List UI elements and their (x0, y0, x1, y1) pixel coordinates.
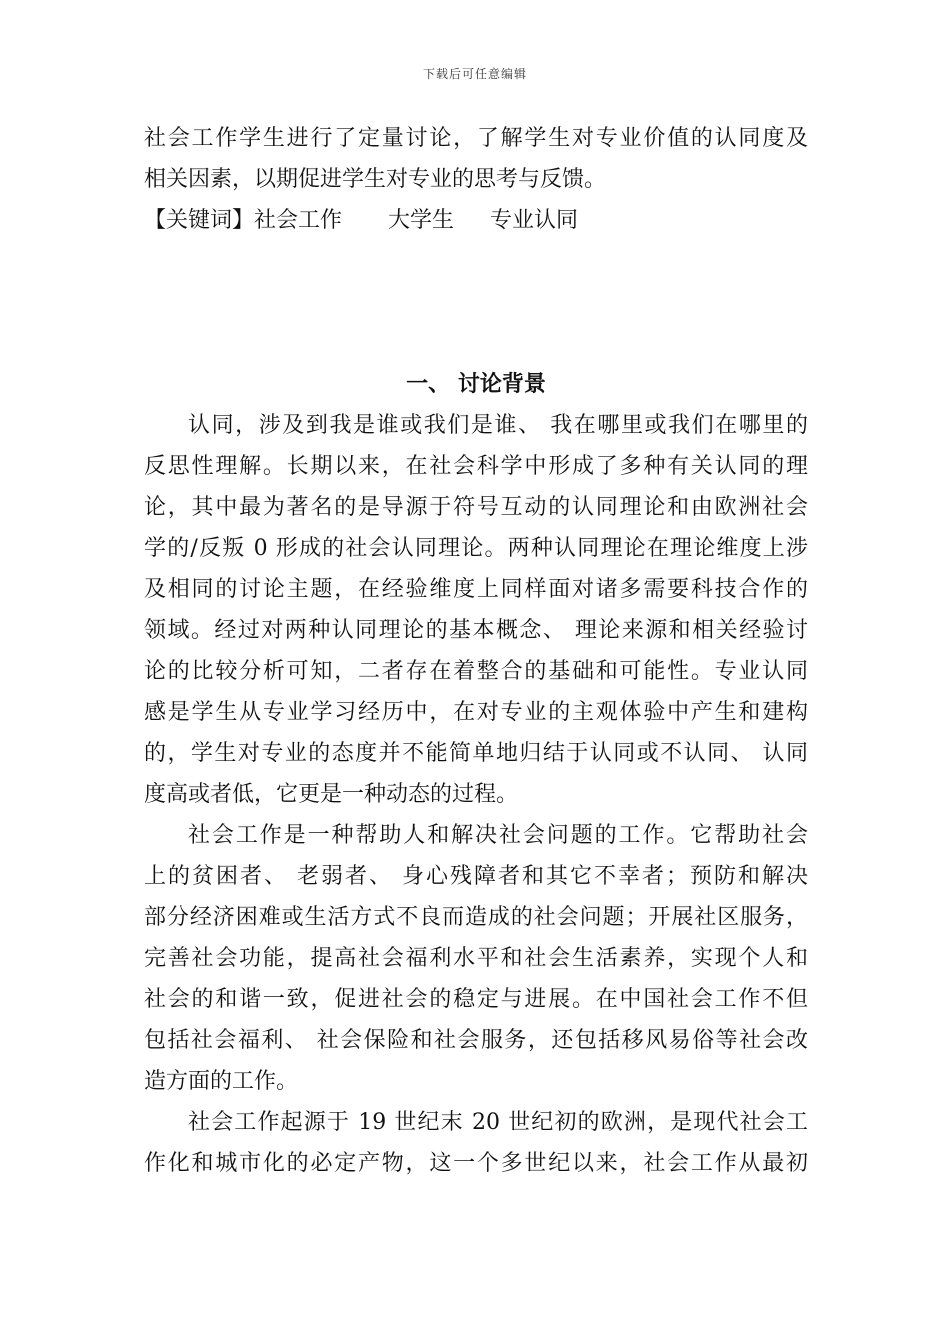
text-line: 论，其中最为著名的是导源于符号互动的认同理论和由欧洲社会 (144, 495, 808, 520)
page-header-note: 下载后可任意编辑 (422, 67, 527, 81)
body-paragraph (144, 405, 808, 815)
text-line: 完善社会功能，提高社会福利水平和社会生活素养，实现个人和 (144, 946, 808, 971)
text-line: 部分经济困难或生活方式不良而造成的社会问题；开展社区服务， (144, 905, 808, 930)
text-line: 论的比较分析可知，二者存在着整合的基础和可能性。专业认同 (144, 659, 808, 684)
text-line: 度高或者低，它更是一种动态的过程。 (144, 782, 519, 807)
text-line: 社会工作起源于 19 世纪末 20 世纪初的欧洲，是现代社会工 (188, 1110, 808, 1135)
body-paragraph (144, 1102, 808, 1184)
text-line: 社会工作是一种帮助人和解决社会问题的工作。它帮助社会 (188, 823, 808, 848)
keyword-item: 社会工作 (254, 208, 343, 233)
text-line: 包括社会福利、 社会保险和社会服务，还包括移风易俗等社会改 (144, 1028, 808, 1053)
text-line: 相关因素，以期促进学生对专业的思考与反馈。 (144, 167, 607, 192)
document-body (144, 118, 808, 1184)
body-paragraph (144, 815, 808, 1102)
text-line: 上的贫困者、 老弱者、 身心残障者和其它不幸者；预防和解决 (144, 864, 808, 889)
text-line: 造方面的工作。 (144, 1069, 299, 1094)
text-line: 感是学生从专业学习经历中，在对专业的主观体验中产生和建构 (144, 700, 808, 725)
text-line: 认同，涉及到我是谁或我们是谁、 我在哪里或我们在哪里的 (188, 413, 808, 438)
text-line: 的，学生对专业的态度并不能简单地归结于认同或不认同、 认同 (144, 741, 808, 766)
section-heading: 一、 讨论背景 (406, 372, 546, 397)
text-line: 作化和城市化的必定产物，这一个多世纪以来，社会工作从最初 (144, 1151, 808, 1176)
text-line: 反思性理解。长期以来，在社会科学中形成了多种有关认同的理 (144, 454, 808, 479)
text-line: 社会的和谐一致，促进社会的稳定与进展。在中国社会工作不但 (144, 987, 808, 1012)
text-line: 及相同的讨论主题，在经验维度上同样面对诸多需要科技合作的 (144, 577, 808, 602)
text-line: 领域。经过对两种认同理论的基本概念、 理论来源和相关经验讨 (144, 618, 808, 643)
keywords-line (144, 200, 808, 241)
text-line: 学的/反叛 0 形成的社会认同理论。两种认同理论在理论维度上涉 (144, 536, 808, 561)
keyword-item: 大学生 (388, 208, 455, 233)
keywords-label: 【关键词】 (144, 208, 255, 233)
blank-space (144, 241, 808, 364)
abstract-paragraph (144, 118, 808, 200)
keyword-item: 专业认同 (490, 208, 579, 233)
text-line: 社会工作学生进行了定量讨论，了解学生对专业价值的认同度及 (144, 126, 808, 151)
